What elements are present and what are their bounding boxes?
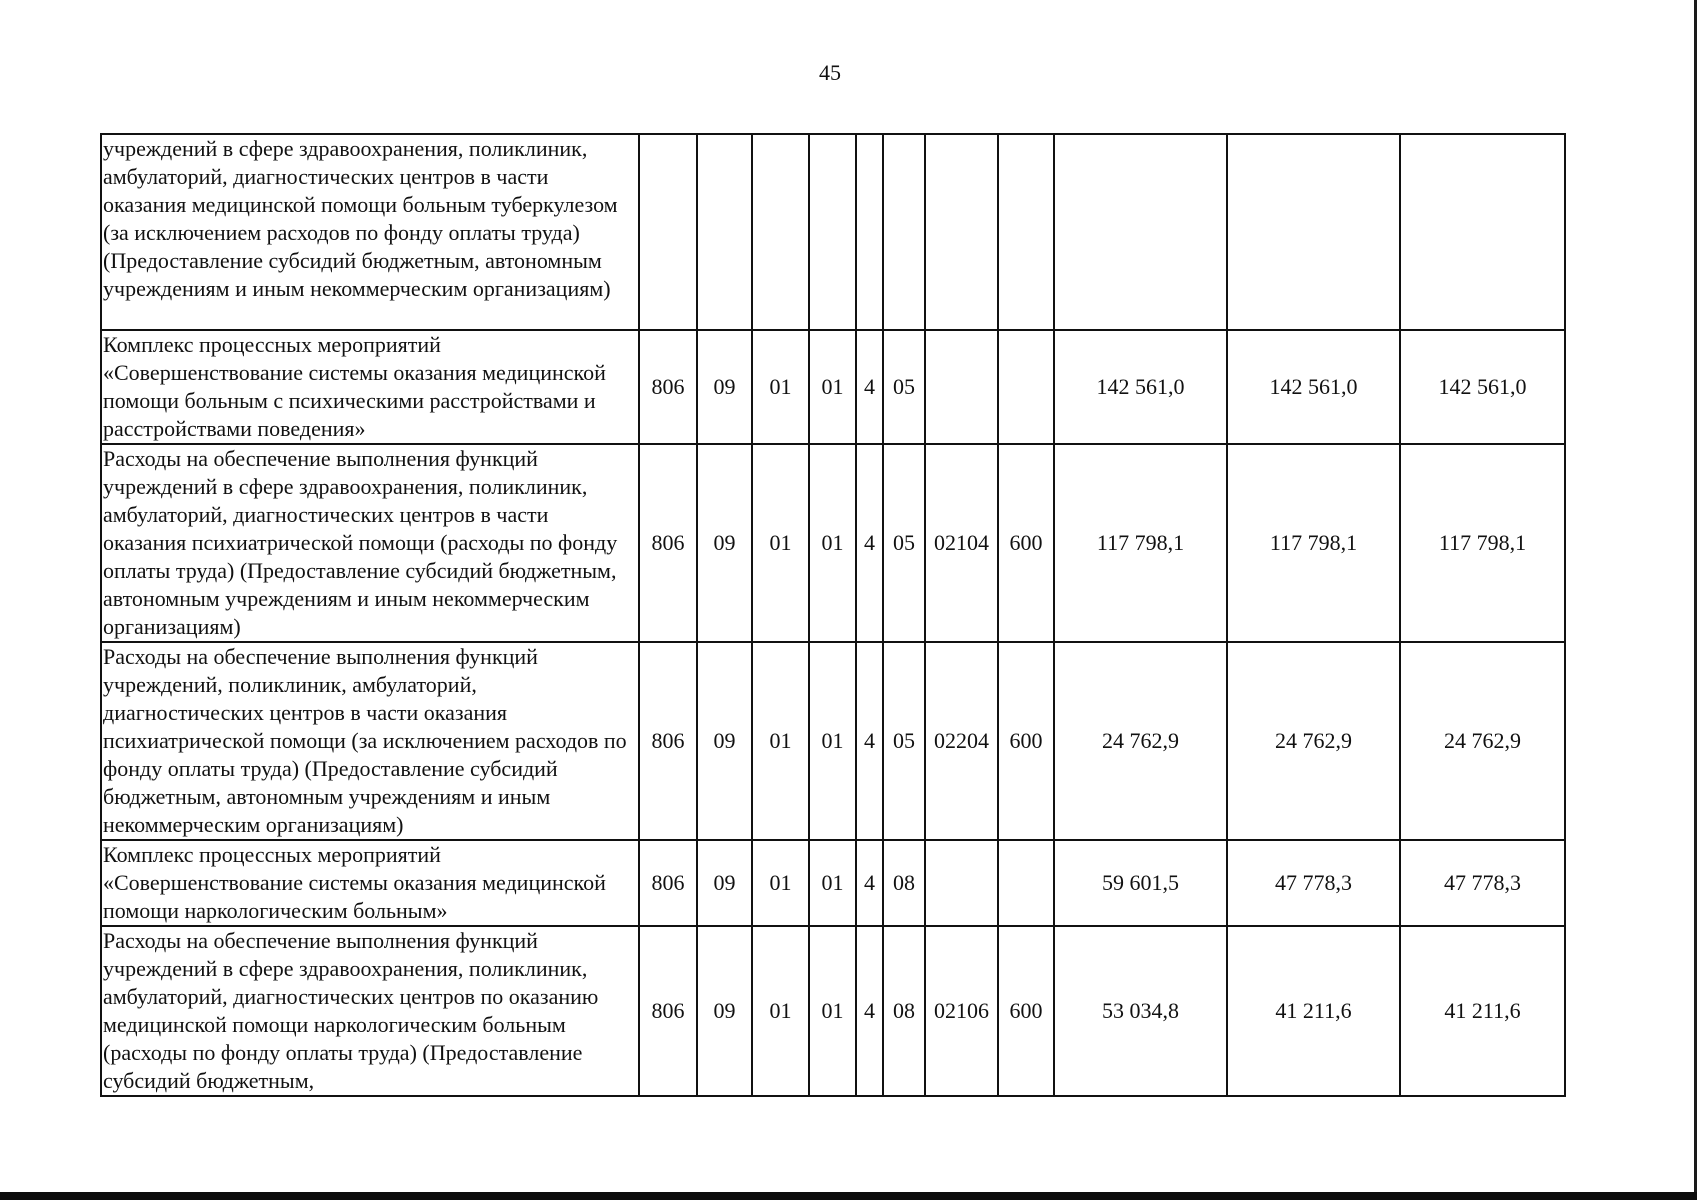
- amount-year-1-cell: 24 762,9: [1054, 642, 1227, 840]
- program-cell: 01: [809, 926, 856, 1096]
- expense-type-cell: 600: [998, 444, 1054, 642]
- program-type-cell: 4: [856, 840, 883, 926]
- subsection-cell: 01: [752, 444, 809, 642]
- section-cell: 09: [697, 840, 752, 926]
- row-description: Расходы на обеспечение выполнения функций учреждений, поликлиник, амбулаторий, диагностических центров в части оказания психиатрической помощи (за исключением расходов по фонду оплаты труда) (Предоставление субсидий бюджетным, автономным учреждениям и иным некоммерческим организациям): [101, 642, 639, 840]
- ministry-code-cell: 806: [639, 444, 697, 642]
- amount-year-2-cell: 41 211,6: [1227, 926, 1400, 1096]
- direction-cell: [925, 840, 998, 926]
- ministry-code-cell: 806: [639, 840, 697, 926]
- subsection-cell: [752, 134, 809, 330]
- amount-year-3-cell: 41 211,6: [1400, 926, 1565, 1096]
- expense-type-cell: 600: [998, 642, 1054, 840]
- page-number: 45: [819, 60, 841, 85]
- amount-year-3-cell: 117 798,1: [1400, 444, 1565, 642]
- amount-year-2-cell: 117 798,1: [1227, 444, 1400, 642]
- amount-year-1-cell: [1054, 134, 1227, 330]
- table-row: [101, 330, 1565, 444]
- program-cell: 01: [809, 840, 856, 926]
- amount-year-3-cell: 24 762,9: [1400, 642, 1565, 840]
- structural-element-cell: 05: [883, 642, 925, 840]
- structural-element-cell: 08: [883, 840, 925, 926]
- amount-year-3-cell: 47 778,3: [1400, 840, 1565, 926]
- structural-element-cell: 08: [883, 926, 925, 1096]
- table-row: [101, 642, 1565, 840]
- program-cell: 01: [809, 330, 856, 444]
- program-type-cell: [856, 134, 883, 330]
- program-type-cell: 4: [856, 642, 883, 840]
- table-row: [101, 134, 1565, 330]
- amount-year-2-cell: 142 561,0: [1227, 330, 1400, 444]
- subsection-cell: 01: [752, 926, 809, 1096]
- budget-table: [100, 133, 1566, 1097]
- structural-element-cell: [883, 134, 925, 330]
- table-row: [101, 840, 1565, 926]
- structural-element-cell: 05: [883, 444, 925, 642]
- program-cell: [809, 134, 856, 330]
- section-cell: [697, 134, 752, 330]
- row-description: Расходы на обеспечение выполнения функций учреждений в сфере здравоохранения, поликлиник, амбулаторий, диагностических центров в части оказания психиатрической помощи (расходы по фонду оплаты труда) (Предоставление субсидий бюджетным, автономным учреждениям и иным некоммерческим организациям): [101, 444, 639, 642]
- program-cell: 01: [809, 642, 856, 840]
- direction-cell: 02106: [925, 926, 998, 1096]
- amount-year-1-cell: 142 561,0: [1054, 330, 1227, 444]
- subsection-cell: 01: [752, 330, 809, 444]
- table-row: [101, 444, 1565, 642]
- amount-year-3-cell: 142 561,0: [1400, 330, 1565, 444]
- direction-cell: [925, 330, 998, 444]
- amount-year-1-cell: 117 798,1: [1054, 444, 1227, 642]
- ministry-code-cell: 806: [639, 330, 697, 444]
- row-description: Расходы на обеспечение выполнения функций учреждений в сфере здравоохранения, поликлиник, амбулаторий, диагностических центров по оказанию медицинской помощи наркологическим больным (расходы по фонду оплаты труда) (Предоставление субсидий бюджетным,: [101, 926, 639, 1096]
- row-description: Комплекс процессных мероприятий «Совершенствование системы оказания медицинской помощи больным с психическими расстройствами и расстройствами поведения»: [101, 330, 639, 444]
- amount-year-2-cell: [1227, 134, 1400, 330]
- direction-cell: [925, 134, 998, 330]
- section-cell: 09: [697, 642, 752, 840]
- scan-bottom-edge: [0, 1192, 1697, 1200]
- program-cell: 01: [809, 444, 856, 642]
- ministry-code-cell: 806: [639, 642, 697, 840]
- expense-type-cell: [998, 840, 1054, 926]
- amount-year-1-cell: 53 034,8: [1054, 926, 1227, 1096]
- section-cell: 09: [697, 444, 752, 642]
- row-description: Комплекс процессных мероприятий «Совершенствование системы оказания медицинской помощи наркологическим больным»: [101, 840, 639, 926]
- ministry-code-cell: [639, 134, 697, 330]
- program-type-cell: 4: [856, 926, 883, 1096]
- direction-cell: 02204: [925, 642, 998, 840]
- amount-year-2-cell: 24 762,9: [1227, 642, 1400, 840]
- subsection-cell: 01: [752, 642, 809, 840]
- program-type-cell: 4: [856, 330, 883, 444]
- program-type-cell: 4: [856, 444, 883, 642]
- section-cell: 09: [697, 330, 752, 444]
- section-cell: 09: [697, 926, 752, 1096]
- expense-type-cell: [998, 330, 1054, 444]
- amount-year-3-cell: [1400, 134, 1565, 330]
- expense-type-cell: [998, 134, 1054, 330]
- table-row: [101, 926, 1565, 1096]
- row-description: учреждений в сфере здравоохранения, поликлиник, амбулаторий, диагностических центров в части оказания медицинской помощи больным туберкулезом (за исключением расходов по фонду оплаты труда) (Предоставление субсидий бюджетным, автономным учреждениям и иным некоммерческим организациям): [101, 134, 639, 330]
- amount-year-2-cell: 47 778,3: [1227, 840, 1400, 926]
- subsection-cell: 01: [752, 840, 809, 926]
- amount-year-1-cell: 59 601,5: [1054, 840, 1227, 926]
- ministry-code-cell: 806: [639, 926, 697, 1096]
- structural-element-cell: 05: [883, 330, 925, 444]
- expense-type-cell: 600: [998, 926, 1054, 1096]
- direction-cell: 02104: [925, 444, 998, 642]
